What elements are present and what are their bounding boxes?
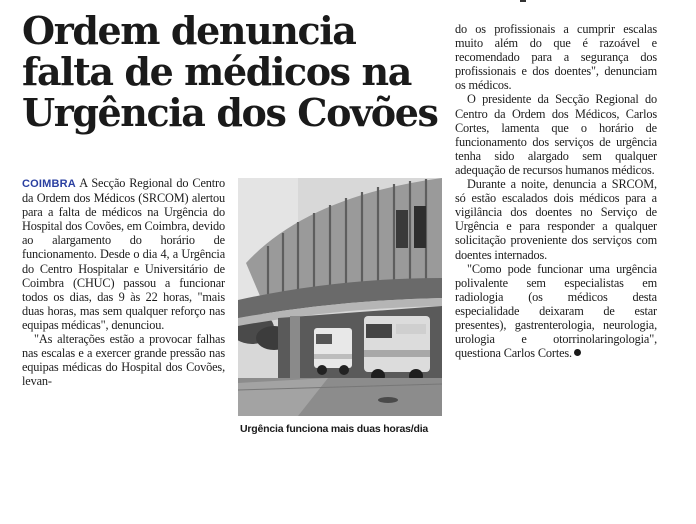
article-column-3 [455,22,657,360]
end-of-article-icon [574,349,581,356]
paragraph-1 [22,176,225,332]
hospital-photo [238,178,442,416]
paragraph-4: O presidente da Secção Regional do Centro da Ordem dos Médicos, Carlos Cortes, lamenta que o horário de funcionamento dos serviços de urgência tenha sido alargado sem qualquer adequação de recursos humanos médicos. [455,92,657,177]
paragraph-3: do os profissionais a cumprir escalas muito além do que é razoável e recomendado para a segurança dos profissionais e dos doentes", denunciam os médicos. [455,22,657,93]
headline: Ordem denuncia falta de médicos na Urgência dos Covões [22,8,438,135]
article-column-1 [22,176,225,388]
location-kicker: COIMBRA [22,178,76,190]
hospital-building-illustration [238,178,442,416]
paragraph-1-text: A Secção Regional do Centro da Ordem dos Médicos (SRCOM) alertou para a falta de médicos na Urgência do Hospital dos Covões, em Coimbra, devido ao alargamento do horário de funcionamento. Desde o dia 4, a Urgência do Centro Hospitalar e Universitário de Coimbra (CHUC) passou a funcionar todos os dias, das 9 às 22 horas, "mais duas horas, mas sem qualquer reforço nas equipas médicas", denunciou. [22,176,225,332]
paragraph-5: Durante a noite, denuncia a SRCOM, só estão escalados dois médicos para a vigilância dos doentes no Serviço de Urgência e para responder a qualquer solicitação proveniente dos serviços com doentes internados. [455,177,657,262]
clipping-mark [520,0,526,2]
paragraph-6-text: "Como pode funcionar uma urgência polivalente sem especialistas em radiologia (os médicos desta especialidade deixaram de estar presentes), gastrenterologia, neurologia, urologia e otorrinolaringologia", questiona Carlos Cortes. [455,261,657,361]
photo-caption: Urgência funciona mais duas horas/dia [240,423,429,435]
paragraph-2: "As alterações estão a provocar falhas nas escalas e a exercer grande pressão nas equipas médicas do Hospital dos Covões, levan- [22,332,225,389]
paragraph-6 [455,262,657,361]
